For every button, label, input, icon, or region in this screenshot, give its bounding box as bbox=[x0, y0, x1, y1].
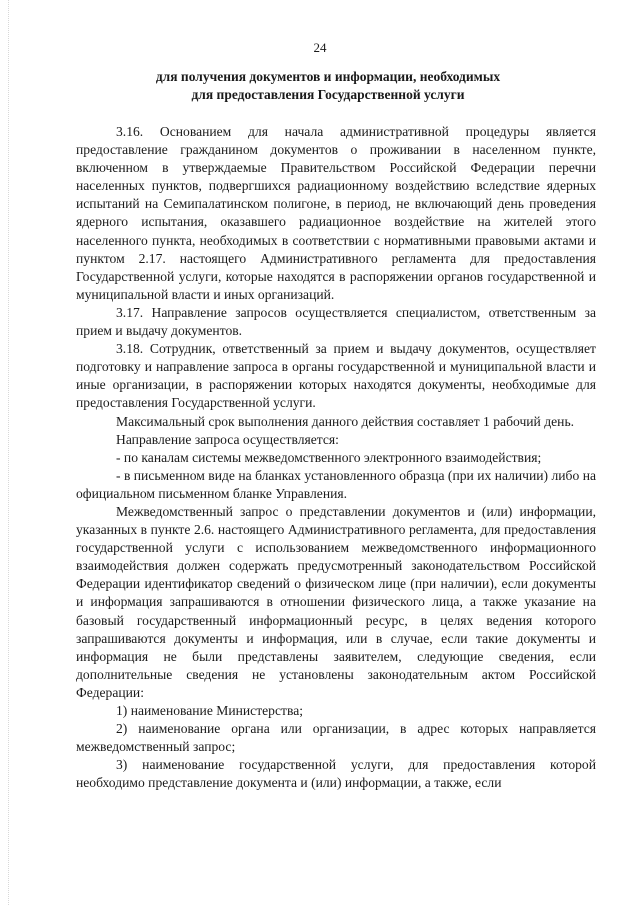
list-item-1: 1) наименование Министерства; bbox=[116, 703, 304, 718]
paragraph-max-term: Максимальный срок выполнения данного действия составляет 1 рабочий день. bbox=[116, 413, 575, 429]
list-item-written: - в письменном виде на бланках установленного образца (при их наличии) либо на официальном письменном бланке Управления. bbox=[76, 467, 596, 501]
page-number: 24 bbox=[313, 40, 327, 55]
list-item-2: 2) наименование органа или организации, в адрес которых направляется межведомственный запрос; bbox=[76, 721, 596, 755]
paragraph-3-18: 3.18. Сотрудник, ответственный за прием и выдачу документов, осуществляет подготовку и направление запроса в органы государственной и муниципальной власти и иные организации, в распоряжении которых находятся документы, необходимые для предоставления Государственной услуги. bbox=[76, 341, 596, 411]
list-item-3: 3) наименование государственной услуги, для предоставления которой необходимо представление документа и (или) информации, а также, если bbox=[76, 757, 596, 791]
paragraph-3-16: 3.16. Основанием для начала административной процедуры является предоставление гражданином документов о проживании в населенном пункте, включенном в утверждаемые Правительством Российской Федерации перечни населенных пунктов, подвергшихся радиационному воздействию вследствие ядерных испытаний на Семипалатинском полигоне, в период, не включающий день проведения ядерного испытания, оказавшего радиационное воздействие на жителей этого населенного пункта, необходимых в соответствии с нормативными правовыми актами и пунктом 2.17. настоящего Административного регламента для предоставления Государственной услуги, которые находятся в распоряжении органов государственной и муниципальной власти и иных организаций. bbox=[76, 124, 596, 302]
section-heading-line-2: для предоставления Государственной услуги bbox=[191, 87, 465, 102]
section-heading-line-1: для получения документов и информации, необходимых bbox=[155, 69, 501, 84]
document-body bbox=[76, 123, 596, 792]
paragraph-interagency-request: Межведомственный запрос о представлении документов и (или) информации, указанных в пункте 2.6. настоящего Административного регламента, для предоставления государственной услуги с использованием межведомственного информационного взаимодействия должен содержать предусмотренный законодательством Российской Федерации идентификатор сведений о физическом лице (при наличии), если документы и информация запрашиваются в отношении физического лица, а также указание на базовый государственный информационный ресурс, в целях ведения которого запрашиваются документы и информация, или в случае, если такие документы и информация не были представлены заявителем, следующие сведения, если дополнительные сведения не установлены законодательным актом Российской Федерации: bbox=[76, 503, 596, 700]
scan-edge bbox=[8, 0, 10, 905]
paragraph-3-17: 3.17. Направление запросов осуществляется специалистом, ответственным за прием и выдачу документов. bbox=[76, 304, 596, 339]
section-heading bbox=[60, 68, 596, 104]
paragraph-request-direction: Направление запроса осуществляется: bbox=[116, 431, 339, 447]
list-item-electronic: - по каналам системы межведомственного электронного взаимодействия; bbox=[116, 449, 542, 465]
